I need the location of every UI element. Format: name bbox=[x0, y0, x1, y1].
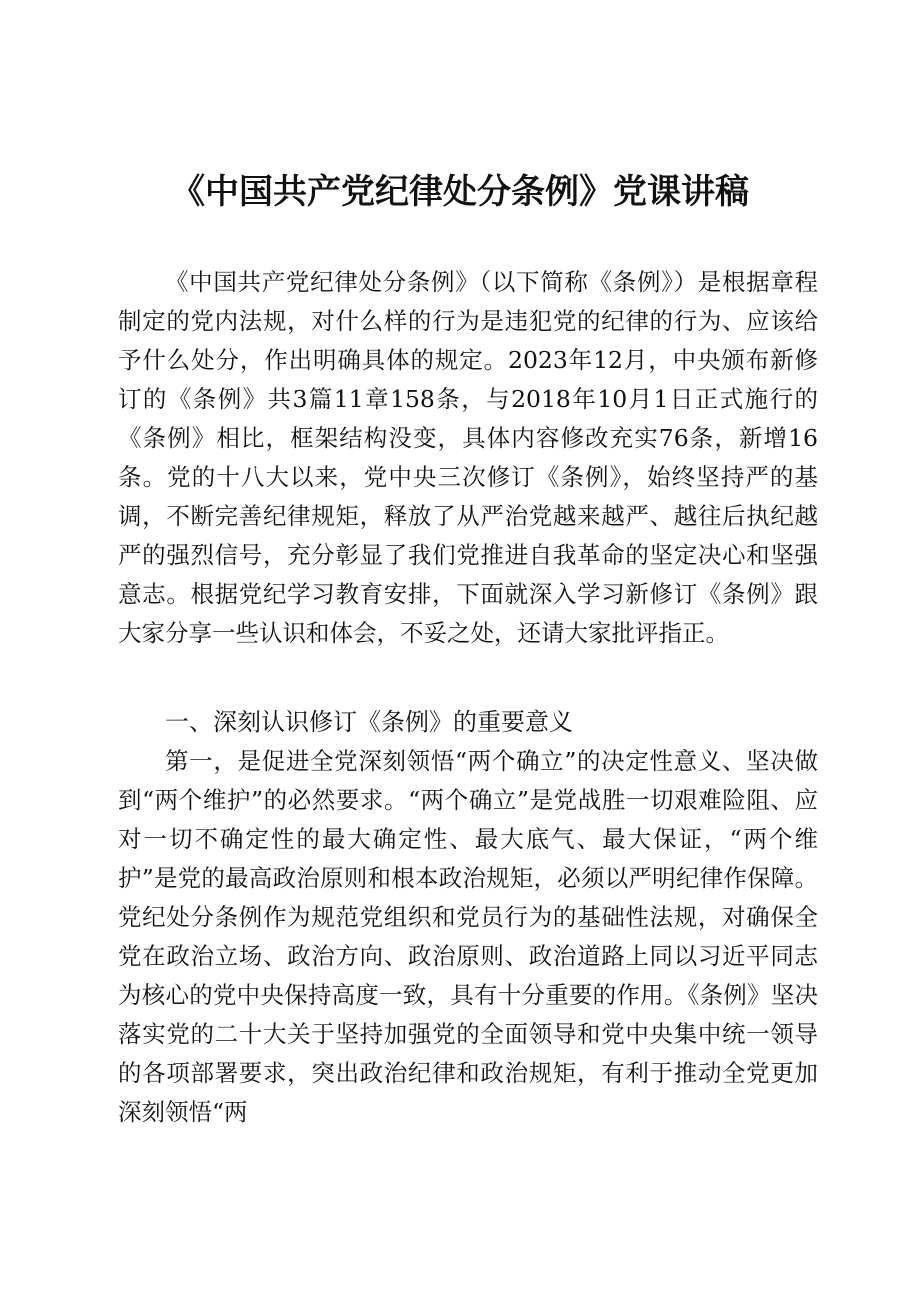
section-heading: 一、深刻认识修订《条例》的重要意义 bbox=[165, 708, 573, 736]
document-title: 《中国共产党纪律处分条例》党课讲稿 bbox=[171, 172, 749, 212]
section-paragraph: 第一，是促进全党深刻领悟“两个确立”的决定性意义、坚决做到“两个维护”的必然要求。“两个确立”是党战胜一切艰难险阻、应对一切不确定性的最大确定性、最大底气、最大保证，“两个维护”是党的最高政治原则和根本政治规矩，必须以严明纪律作保障。党纪处分条例作为规范党组织和党员行为的基础性法规，对确保全党在政治立场、政治方向、政治原则、政治道路上同以习近平同志为核心的党中央保持高度一致，具有十分重要的作用。《条例》坚决落实党的二十大关于坚持加强党的全面领导和党中央集中统一领导的各项部署要求，突出政治纪律和政治规矩，有利于推动全党更加深刻领悟“两 bbox=[118, 747, 818, 1126]
intro-paragraph: 《中国共产党纪律处分条例》（以下简称《条例》）是根据章程制定的党内法规，对什么样的行为是违犯党的纪律的行为、应该给予什么处分，作出明确具体的规定。2023年12月，中央颁布新修订的《条例》共3篇11章158条，与2018年10月1日正式施行的《条例》相比，框架结构没变，具体内容修改充实76条，新增16条。党的十八大以来，党中央三次修订《条例》，始终坚持严的基调，不断完善纪律规矩，释放了从严治党越来越严、越往后执纪越严的强烈信号，充分彰显了我们党推进自我革命的坚定决心和坚强意志。根据党纪学习教育安排，下面就深入学习新修订《条例》跟大家分享一些认识和体会，不妥之处，还请大家批评指正。 bbox=[118, 268, 818, 647]
